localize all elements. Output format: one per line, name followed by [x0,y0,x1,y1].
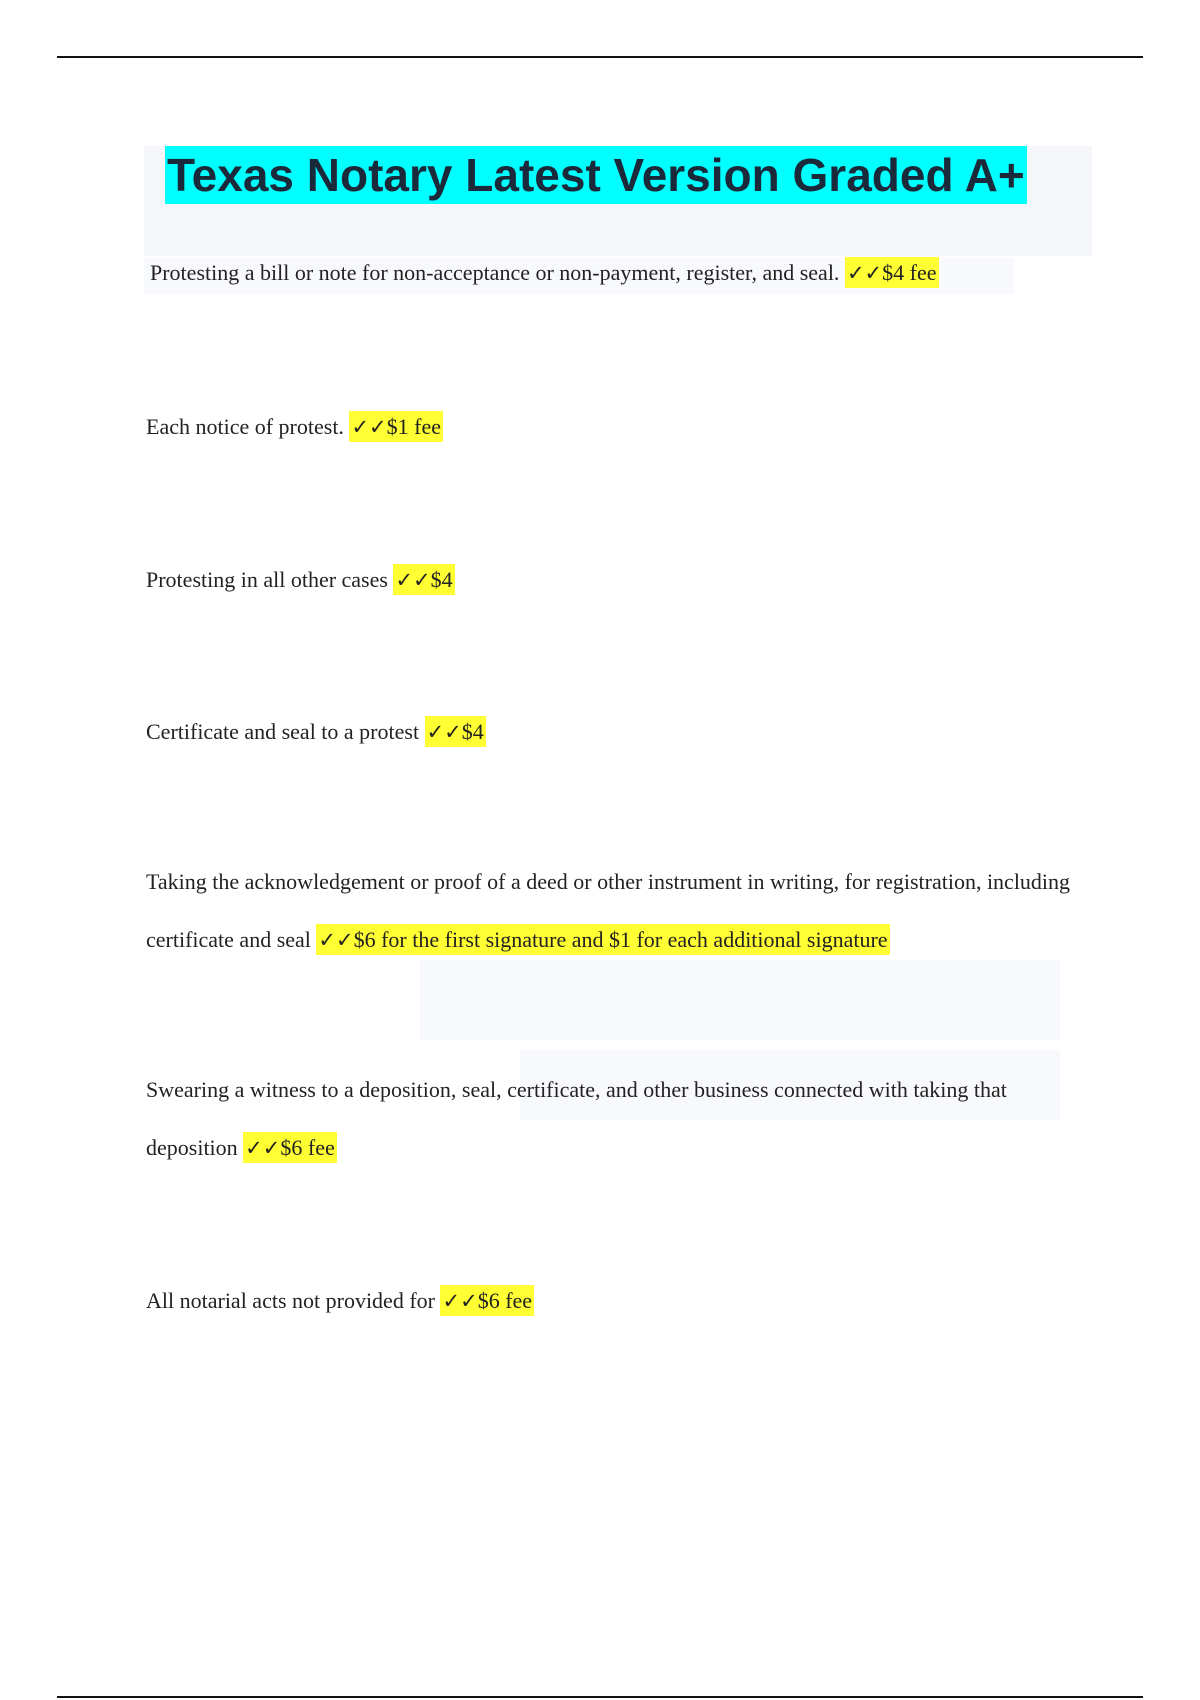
question-text: All notarial acts not provided for [146,1288,435,1313]
answer-text: $6 fee [280,1135,335,1160]
answer-highlight [393,564,454,595]
check-icon: ✓✓ [426,720,462,744]
answer-highlight [243,1132,337,1163]
answer-highlight [440,1285,534,1316]
top-rule [57,56,1143,58]
question-text: Swearing a witness to a deposition, seal, certificate, and other business connected with taking that deposition [146,1077,1007,1160]
qa-item [146,1061,1086,1177]
answer-text: $4 [430,567,453,592]
answer-text: $4 fee [882,260,937,285]
answer-text: $6 for the first signature and $1 for each additional signature [353,927,888,952]
answer-highlight [845,257,939,288]
qa-item [146,398,1086,456]
question-text: Protesting a bill or note for non-acceptance or non-payment, register, and seal. [150,260,840,285]
check-icon: ✓✓ [245,1136,281,1160]
answer-text: $1 fee [386,414,441,439]
check-icon: ✓✓ [395,568,431,592]
question-text: Certificate and seal to a protest [146,719,420,744]
answer-highlight [349,411,443,442]
bottom-rule [57,1696,1143,1698]
answer-highlight [425,716,486,747]
check-icon: ✓✓ [442,1289,478,1313]
answer-text: $6 fee [477,1288,533,1313]
answer-text: $4 [461,719,484,744]
answer-highlight [316,924,889,955]
qa-item [146,703,1086,761]
document-title: Texas Notary Latest Version Graded A+ [165,146,1027,204]
question-text: Taking the acknowledgement or proof of a deed or other instrument in writing, for registration, including certificate and seal [146,869,1071,952]
check-icon: ✓✓ [318,928,354,952]
question-text: Protesting in all other cases [146,567,388,592]
check-icon: ✓✓ [846,261,883,285]
check-icon: ✓✓ [351,415,387,439]
qa-item [150,244,1090,302]
qa-item [146,551,1086,609]
question-text: Each notice of protest. [146,414,344,439]
qa-item [146,1272,1086,1330]
qa-item [146,853,1086,969]
shade-band [420,960,1060,1040]
